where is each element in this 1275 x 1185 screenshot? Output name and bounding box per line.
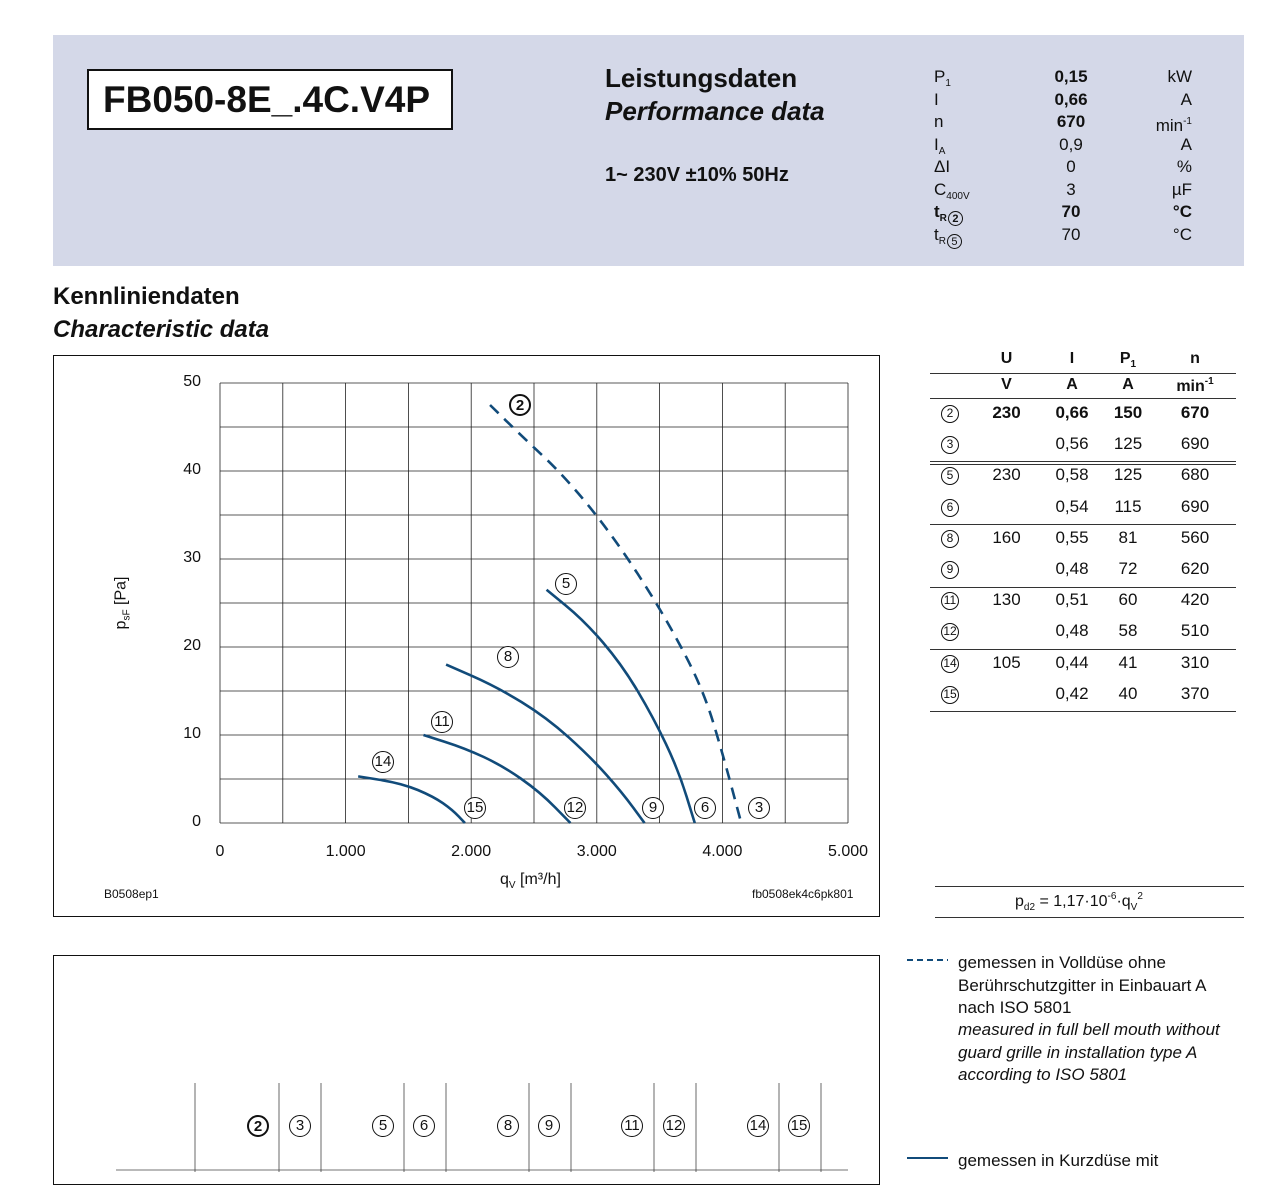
table-cell-P: 72 <box>1118 559 1138 578</box>
bottom-label-3: 3 <box>289 1115 311 1137</box>
spec-value: 0,66 <box>1054 89 1088 109</box>
spec-unit: % <box>1176 157 1192 176</box>
table-cell-U: 105 <box>992 652 1021 672</box>
table-cell-I: 0,58 <box>1055 465 1089 485</box>
curve-label-14: 14 <box>372 751 394 773</box>
table-header-n: n <box>1190 350 1200 367</box>
table-group-rule <box>930 524 1236 525</box>
table-header-rule <box>930 373 1236 374</box>
curve-end-label-6: 6 <box>694 797 716 819</box>
spec-symbol: $C_{400V}$ <box>934 179 970 202</box>
spec-unit: A <box>1180 134 1192 154</box>
model-number: FB050-8E_.4C.V4P <box>87 69 453 130</box>
chart-right-note: fb0508ek4c6pk801 <box>752 887 854 901</box>
spec-unit: °C <box>1172 224 1192 244</box>
legend-dashed-en: measured in full bell mouth without guard grille in installation type A according to ISO 5801 <box>958 1020 1220 1084</box>
table-cell-U: 160 <box>992 527 1021 547</box>
table-cell-n: 560 <box>1180 527 1210 547</box>
table-unit-rule <box>930 398 1236 399</box>
bottom-label-14: 14 <box>747 1115 769 1137</box>
x-tick-label: 1.000 <box>325 843 366 860</box>
table-cell-n: 670 <box>1180 403 1210 422</box>
curve-label-2: 2 <box>509 394 531 416</box>
curve-end-label-12: 12 <box>564 797 586 819</box>
spec-subscript: 1 <box>945 78 951 89</box>
y-tick-label: 50 <box>183 373 201 390</box>
table-cell-I: 0,51 <box>1055 590 1089 610</box>
table-group-rule <box>930 464 1236 465</box>
spec-symbol: ΔI <box>934 157 951 176</box>
table-row-marker: 14 <box>941 655 959 673</box>
spec-subscript: R <box>939 213 947 224</box>
chart-frame <box>53 355 880 917</box>
curve-label-11: 11 <box>431 711 453 733</box>
table-header-I: I <box>1069 350 1075 367</box>
table-cell-I: 0,66 <box>1055 403 1089 422</box>
spec-unit: µF <box>1171 179 1192 199</box>
table-header-subscript: 1 <box>1130 359 1137 370</box>
spec-point-marker: 5 <box>947 234 962 249</box>
x-tick-label: 3.000 <box>576 843 617 860</box>
curve-end-label-15: 15 <box>464 797 486 819</box>
spec-value: 70 <box>1061 202 1081 221</box>
section-title-en: Characteristic data <box>53 316 270 343</box>
spec-unit-superscript: -1 <box>1183 116 1192 127</box>
second-chart-frame <box>53 955 880 1185</box>
section-title-de: Kennliniendaten <box>53 283 240 310</box>
spec-point-marker: 2 <box>948 211 963 226</box>
curve-label-5: 5 <box>555 573 577 595</box>
legend-dashed-de: gemessen in Volldüse ohne Berührschutzgitter in Einbauart A nach ISO 5801 <box>958 953 1206 1017</box>
table-group-rule <box>930 711 1236 712</box>
bottom-label-6: 6 <box>413 1115 435 1137</box>
table-cell-n: 620 <box>1180 559 1210 578</box>
x-tick-label: 5.000 <box>827 843 869 860</box>
table-cell-P: 125 <box>1113 434 1143 454</box>
spec-value: 70 <box>1061 224 1081 244</box>
bottom-label-2: 2 <box>247 1115 269 1137</box>
x-tick-label: 2.000 <box>451 843 492 860</box>
x-tick-label: 0 <box>215 843 225 860</box>
table-cell-U: 230 <box>992 403 1021 422</box>
table-group-rule <box>930 461 1236 462</box>
table-unit: A <box>1066 376 1078 393</box>
spec-symbol: $t_R$ 2 <box>934 201 963 230</box>
table-cell-P: 58 <box>1118 621 1138 641</box>
table-cell-n: 510 <box>1180 621 1210 641</box>
table-row-marker: 6 <box>941 499 959 517</box>
table-unit: V <box>1001 376 1012 393</box>
spec-value: 670 <box>1056 112 1086 131</box>
spec-unit: $\min^{-1}$ <box>1155 116 1192 135</box>
bottom-label-15: 15 <box>788 1115 810 1137</box>
bottom-label-5: 5 <box>372 1115 394 1137</box>
table-cell-I: 0,55 <box>1055 527 1089 547</box>
table-cell-P: 125 <box>1113 465 1143 485</box>
x-tick-label: 4.000 <box>702 843 743 860</box>
table-row-marker: 12 <box>941 623 959 641</box>
spec-subscript: R <box>938 235 946 247</box>
curve-end-label-9: 9 <box>642 797 664 819</box>
bottom-label-11: 11 <box>621 1115 643 1137</box>
table-cell-U: 130 <box>992 590 1021 610</box>
spec-subscript: A <box>938 145 946 157</box>
y-tick-label: 40 <box>183 461 201 478</box>
y-tick-label: 20 <box>183 637 201 654</box>
y-tick-label: 30 <box>183 549 201 566</box>
formula-bottom-line <box>935 917 1244 918</box>
table-row-marker: 9 <box>941 561 959 579</box>
table-cell-I: 0,54 <box>1055 496 1089 516</box>
table-group-rule <box>930 649 1236 650</box>
table-cell-I: 0,48 <box>1055 559 1089 578</box>
spec-value: 3 <box>1066 179 1076 199</box>
table-cell-n: 370 <box>1180 683 1210 703</box>
table-cell-I: 0,48 <box>1055 621 1089 641</box>
spec-subscript: 400V <box>946 190 970 202</box>
table-row-marker: 3 <box>941 436 959 454</box>
table-cell-n: 690 <box>1180 434 1210 454</box>
table-cell-I: 0,42 <box>1055 683 1089 703</box>
bottom-label-9: 9 <box>538 1115 560 1137</box>
table-cell-U: 230 <box>992 465 1021 485</box>
y-tick-label: 0 <box>192 813 201 830</box>
performance-title-de: Leistungsdaten <box>605 63 798 93</box>
spec-symbol: $I_A$ <box>934 134 946 157</box>
spec-unit: kW <box>1167 67 1192 86</box>
legend-solid-de: gemessen in Kurzdüse mit <box>958 1151 1159 1170</box>
table-cell-P: 150 <box>1113 403 1143 422</box>
table-group-rule <box>930 587 1236 588</box>
spec-symbol: $P_1$ <box>934 67 951 89</box>
table-row-marker: 8 <box>941 530 959 548</box>
chart-left-note: B0508ep1 <box>104 887 159 901</box>
table-cell-n: 420 <box>1180 590 1210 610</box>
bottom-label-8: 8 <box>497 1115 519 1137</box>
table-row-marker: 11 <box>941 592 959 610</box>
table-cell-I: 0,44 <box>1055 652 1089 672</box>
table-cell-P: 60 <box>1118 590 1138 610</box>
x-axis-label: $q_V$ [m³/h] <box>500 871 561 891</box>
table-cell-P: 41 <box>1118 652 1138 672</box>
spec-unit: A <box>1180 89 1192 109</box>
table-cell-n: 310 <box>1180 652 1210 672</box>
y-axis-label: $p_{sF}$ [Pa] <box>112 576 133 630</box>
table-unit: A <box>1122 376 1134 393</box>
performance-title-en: Performance data <box>605 96 825 126</box>
y-tick-label: 10 <box>183 725 201 742</box>
solid-line-legend-icon <box>906 1153 950 1165</box>
voltage-rating: 1~ 230V ±10% 50Hz <box>605 164 789 186</box>
spec-value: 0,15 <box>1054 67 1088 86</box>
table-cell-P: 40 <box>1118 683 1138 703</box>
spec-symbol: I <box>934 89 939 109</box>
table-header-P: $P_1$ <box>1119 350 1137 370</box>
table-cell-I: 0,56 <box>1055 434 1089 454</box>
table-unit: $\min^{-1}$ <box>1176 376 1214 395</box>
table-row-marker: 2 <box>941 405 959 423</box>
table-header-U: U <box>1000 350 1013 367</box>
table-row-marker: 15 <box>941 686 959 704</box>
spec-symbol: n <box>934 112 944 131</box>
dashed-line-legend-icon <box>906 955 950 967</box>
dynamic-pressure-formula: $p_{d2} = 1,17\cdot 10^{-6}\cdot q_V^2$ <box>1015 891 1143 913</box>
table-cell-n: 680 <box>1180 465 1210 485</box>
table-unit-superscript: -1 <box>1204 376 1214 387</box>
table-cell-P: 81 <box>1118 527 1138 547</box>
table-row-marker: 5 <box>941 467 959 485</box>
spec-unit: °C <box>1172 202 1192 221</box>
formula-top-line <box>935 886 1244 887</box>
curve-end-label-3: 3 <box>748 797 770 819</box>
curve-label-8: 8 <box>497 646 519 668</box>
table-cell-P: 115 <box>1114 496 1142 516</box>
spec-value: 0 <box>1066 157 1076 176</box>
bottom-label-12: 12 <box>663 1115 685 1137</box>
table-cell-n: 690 <box>1180 496 1210 516</box>
spec-value: 0,9 <box>1059 134 1083 154</box>
spec-symbol: $t_R$ 5 <box>934 224 962 253</box>
